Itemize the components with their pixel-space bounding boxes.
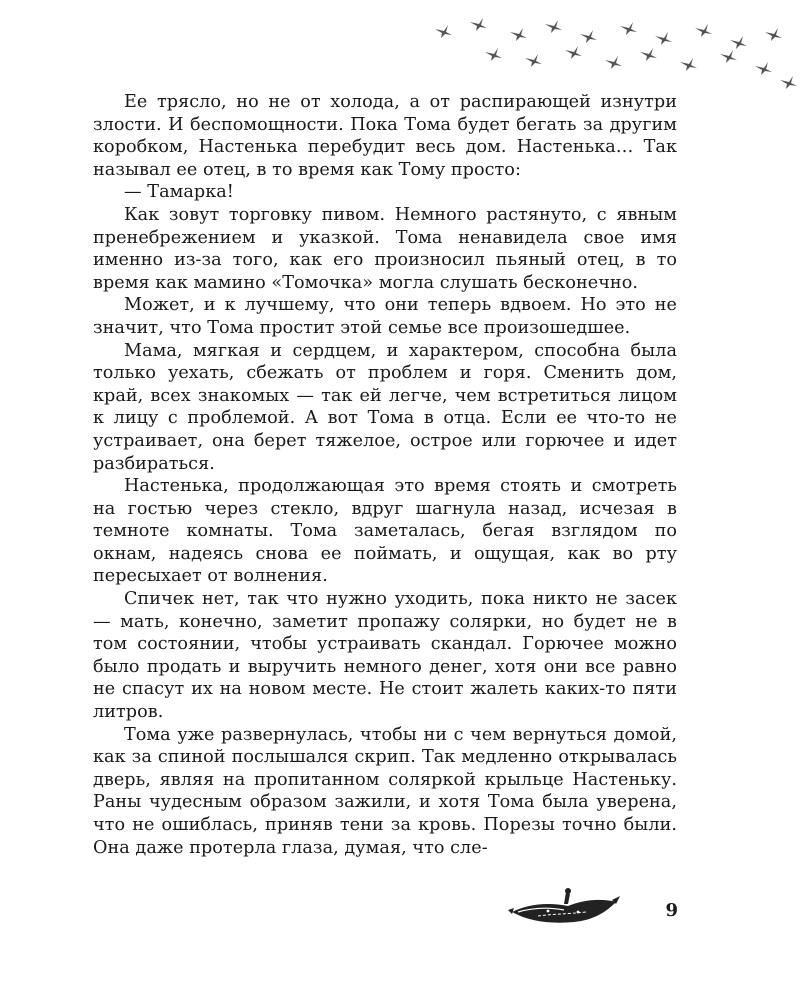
bird-icon [755,62,772,75]
bird-icon [485,48,502,61]
paragraph: Спичек нет, так что нужно уходить, пока никто не засек — мать, конечно, заметит пропажу солярки, но будет не в том состоянии, чтобы устраивать скандал. Горючее можно было продать и выручить немного денег, хотя они все равно не спасут их на новом месте. Не стоит жалеть каких-то пяти литров. [93,589,677,723]
bird-icon [545,20,562,33]
bird-ornament-icon [508,882,620,932]
bird-icon [780,76,797,89]
paragraph: — Тамарка! [124,182,234,203]
bird-icon [620,22,637,35]
paragraph: Как зовут торговку пивом. Немного растянуто, с явным пренебрежением и указкой. Тома ненавидела свое имя именно из-за того, как его произносил пьяный отец, в то время как мамино «Томочка» могла слушать бесконечно. [93,204,677,293]
bird-icon [655,32,672,45]
bird-icon [510,28,527,41]
bird-icon [435,25,452,38]
bird-icon [605,56,622,69]
paragraph: Может, и к лучшему, что они теперь вдвоем. Но это не значит, что Тома простит этой семье все произошедшее. [93,295,677,338]
paragraph: Настенька, продолжающая это время стоять и смотреть на гостью через стекло, вдруг шагнула назад, исчезая в темноте комнаты. Тома заметалась, бегая взглядом по окнам, надеясь снова ее поймать, и ощущая, как во рту пересыхает от волнения. [93,476,677,587]
bird-icon [525,54,542,67]
bird-icon [730,36,747,49]
page-number: 9 [665,900,678,921]
bird-icon [720,50,737,63]
paragraph: Ее трясло, но не от холода, а от распирающей изнутри злости. И беспомощности. Пока Тома будет бегать за другим коробком, Настенька перебудит весь дом. Настенька… Так называл ее отец, в то время как Тому просто: [93,92,677,180]
bird-icon [565,46,582,59]
bird-icon [470,18,487,31]
page-body-text [93,91,677,859]
bird-icon [640,48,657,61]
bird-icon [695,24,712,37]
bird-icon [680,58,697,71]
paragraph: Тома уже развернулась, чтобы ни с чем вернуться домой, как за спиной послышался скрип. Так медленно открывалась дверь, являя на пропитанном соляркой крыльце Настеньку. Раны чудесным образом зажили, и хотя Тома была уверена, что не ошиблась, приняв тени за кровь. Порезы точно были. Она даже протерла глаза, думая, что сле- [93,724,677,858]
bird-icon [765,28,782,41]
bird-icon [580,30,597,43]
paragraph: Мама, мягкая и сердцем, и характером, способна была только уехать, сбежать от проблем и горя. Сменить дом, край, всех знакомых — так ей легче, чем встретиться лицом к лицу с проблемой. А вот Тома в отца. Если ее что-то не устраивает, она берет тяжелое, острое или горючее и идет разбираться. [93,340,677,474]
